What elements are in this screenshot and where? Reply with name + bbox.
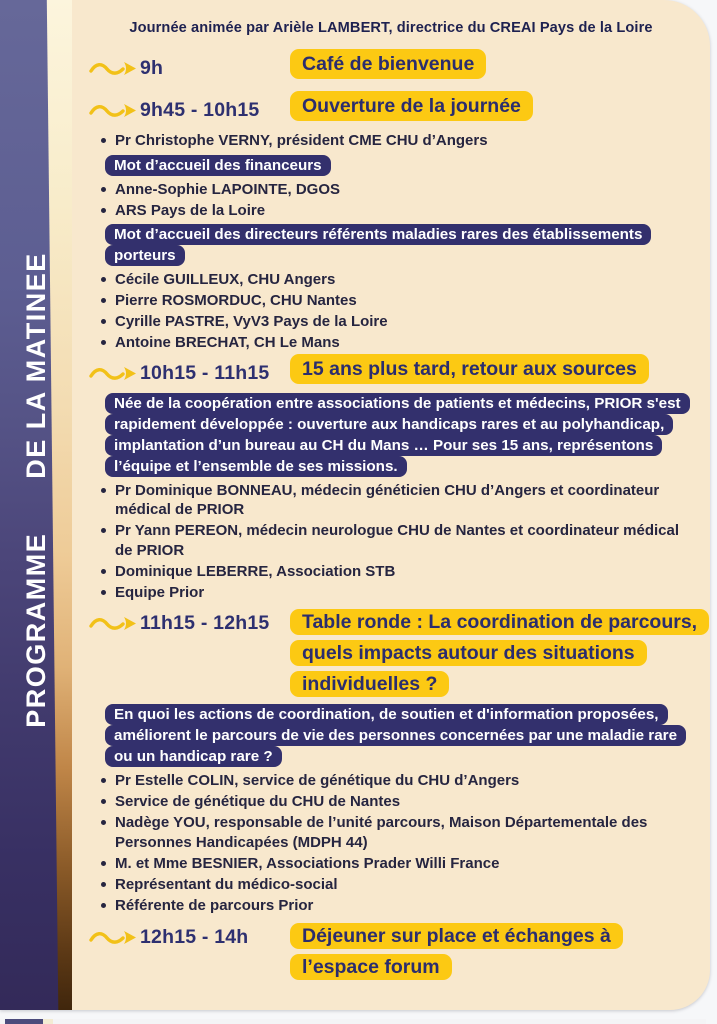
speaker-item: Service de génétique du CHU de Nantes <box>100 792 690 812</box>
time-label: 11h15 - 12h15 <box>140 612 270 634</box>
section-label <box>105 224 683 266</box>
sidebar-title-word1: PROGRAMME <box>20 532 51 728</box>
wavy-arrow-icon <box>88 94 140 126</box>
sidebar-title-word2: DE LA MATINEE <box>20 252 51 479</box>
schedule-row-10h15 <box>88 357 710 389</box>
sidebar-title <box>4 240 68 740</box>
session-details-11h15 <box>100 771 710 915</box>
speaker-item: Référente de parcours Prior <box>100 896 690 916</box>
speaker-item: Pr Estelle COLIN, service de génétique du CHU d’Angers <box>100 771 690 791</box>
speaker-item: Pr Dominique BONNEAU, médecin généticien CHU d’Angers et coordinateur médical de PRIOR <box>100 481 690 520</box>
schedule-row-11h15 <box>88 607 710 700</box>
session-titlebox <box>290 607 710 700</box>
time-label: 9h <box>140 57 164 79</box>
session-title-highlight: Déjeuner sur place et échanges à l’espace forum <box>290 923 623 980</box>
description-badge: Née de la coopération entre associations de patients et médecins, PRIOR s'est rapidement développée : ouverture aux handicaps rares et au polyhandicap, implantation d’un bureau au CH du Mans … Pour ses 15 ans, représentons l’équipe et l’ensemble de ses missions. <box>105 393 690 477</box>
wavy-arrow-icon <box>88 607 140 639</box>
wavy-arrow-icon <box>88 921 140 953</box>
session-title-highlight: Table ronde : La coordination de parcours, quels impacts autour des situations individuelles ? <box>290 609 709 697</box>
time-label: 9h45 - 10h15 <box>140 99 260 121</box>
time-label: 12h15 - 14h <box>140 926 249 948</box>
speaker-item: Dominique LEBERRE, Association STB <box>100 562 690 582</box>
program-content <box>72 0 710 983</box>
speaker-item: Cyrille PASTRE, VyV3 Pays de la Loire <box>100 312 690 332</box>
description-block <box>105 704 683 767</box>
next-page-sidebar <box>5 1019 43 1024</box>
section-label-badge: Mot d’accueil des directeurs référents maladies rares des établissements porteurs <box>105 224 651 266</box>
speaker-item: Nadège YOU, responsable de l’unité parcours, Maison Départementale des Personnes Handicapées (MDPH 44) <box>100 813 690 852</box>
speaker-item: Pr Yann PEREON, médecin neurologue CHU de Nantes et coordinateur médical de PRIOR <box>100 521 690 560</box>
schedule-row-9h45 <box>88 94 710 126</box>
next-page-preview <box>0 1019 706 1024</box>
speaker-item: ARS Pays de la Loire <box>100 201 690 221</box>
speaker-item: Pr Christophe VERNY, président CME CHU d’Angers <box>100 131 690 151</box>
section-label <box>105 155 683 176</box>
moderator-line: Journée animée par Arièle LAMBERT, directrice du CREAI Pays de la Loire <box>129 20 653 36</box>
schedule-row-9h <box>88 52 710 84</box>
speaker-item: Anne-Sophie LAPOINTE, DGOS <box>100 180 690 200</box>
session-titlebox <box>290 94 710 119</box>
wavy-arrow-icon <box>88 52 140 84</box>
speaker-item: Représentant du médico-social <box>100 875 690 895</box>
session-title-highlight: Ouverture de la journée <box>290 91 533 121</box>
schedule-row-12h15 <box>88 921 710 983</box>
next-page-stripe <box>43 1019 53 1024</box>
speaker-item: Pierre ROSMORDUC, CHU Nantes <box>100 291 690 311</box>
time-label: 10h15 - 11h15 <box>140 361 270 384</box>
wavy-arrow-icon <box>88 357 140 389</box>
session-details-9h45 <box>100 131 710 353</box>
section-label-badge: Mot d’accueil des financeurs <box>105 155 331 176</box>
session-titlebox <box>290 921 710 983</box>
session-title-highlight: 15 ans plus tard, retour aux sources <box>290 354 649 384</box>
session-description-10h15 <box>100 393 710 477</box>
description-badge: En quoi les actions de coordination, de soutien et d'information proposées, améliorent le parcours de vie des personnes concernées par une maladie rare ou un handicap rare ? <box>105 704 686 767</box>
speaker-item: Antoine BRECHAT, CH Le Mans <box>100 333 690 353</box>
speaker-item: M. et Mme BESNIER, Associations Prader Willi France <box>100 854 690 874</box>
session-details-10h15 <box>100 481 710 603</box>
speaker-item: Cécile GUILLEUX, CHU Angers <box>100 270 690 290</box>
session-title-highlight: Café de bienvenue <box>290 49 486 79</box>
session-titlebox <box>290 52 710 77</box>
description-block <box>105 393 683 477</box>
speaker-item: Equipe Prior <box>100 583 690 603</box>
session-description-11h15 <box>100 704 710 767</box>
session-titlebox <box>290 357 710 382</box>
sidebar <box>0 0 72 1010</box>
